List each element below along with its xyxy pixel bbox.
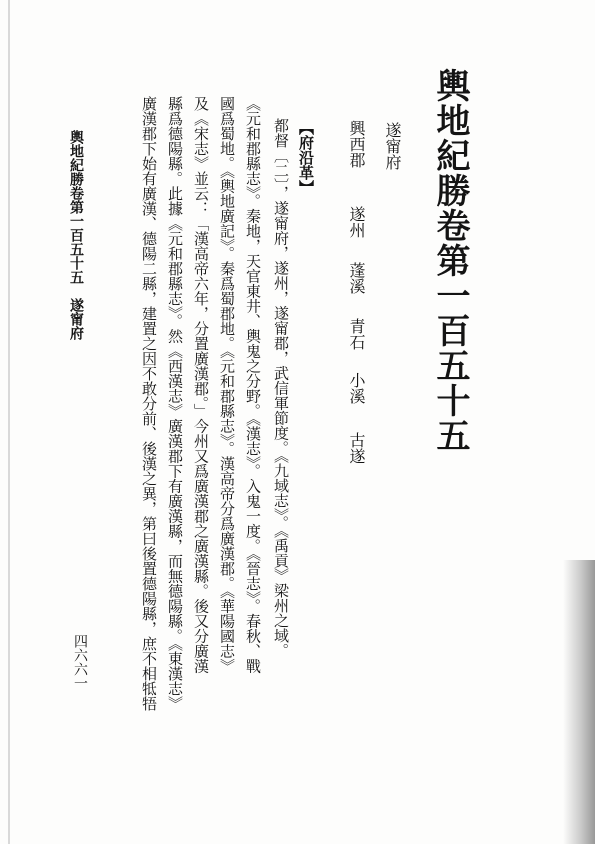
place-name: 古遂	[347, 432, 366, 464]
body-line: 縣爲德陽縣。此據《元和郡縣志》。然《西漢志》廣漢郡下有廣漢縣，而無德陽縣。《東漢志》	[166, 96, 184, 711]
body-line: 廣漢郡下始有廣漢、德陽二縣，建置之因不敢分前、後漢之異，第曰後置德陽縣，庶不相牴牾	[140, 96, 158, 711]
page-number: 四六六一	[72, 634, 88, 690]
place-name: 青石	[347, 318, 366, 350]
scan-edge-shadow	[563, 560, 595, 844]
prefecture-name: 遂甯府	[383, 122, 402, 170]
body-line: 國爲蜀地。《輿地廣記》。秦爲蜀郡地。《元和郡縣志》。漢高帝分爲廣漢郡。《華陽國志》	[218, 96, 236, 674]
place-name: 興西郡	[347, 120, 366, 168]
place-name: 遂州	[347, 206, 366, 238]
body-line: 及《宋志》並云：「漢高帝六年，分置廣漢郡。」今州又爲廣漢郡之廣漢縣。後又分廣漢	[192, 96, 210, 674]
running-header: 輿地紀勝卷第一百五十五 遂甯府	[68, 130, 84, 340]
body-line: 都督〔二〕，遂甯府，遂州，遂甯郡，武信軍節度。《九域志》。《禹貢》梁州之域。	[272, 118, 290, 658]
book-title: 輿地紀勝卷第一百五十五	[430, 68, 470, 453]
place-name: 蓬溪	[347, 262, 366, 294]
page-left-border	[8, 0, 10, 844]
section-heading: 【府沿革】	[297, 120, 315, 195]
place-name: 小溪	[347, 372, 366, 404]
body-line: 《元和郡縣志》。秦地，天官東井、輿鬼之分野。《漢志》。入鬼一度。《晉志》。春秋、戰	[244, 96, 262, 674]
